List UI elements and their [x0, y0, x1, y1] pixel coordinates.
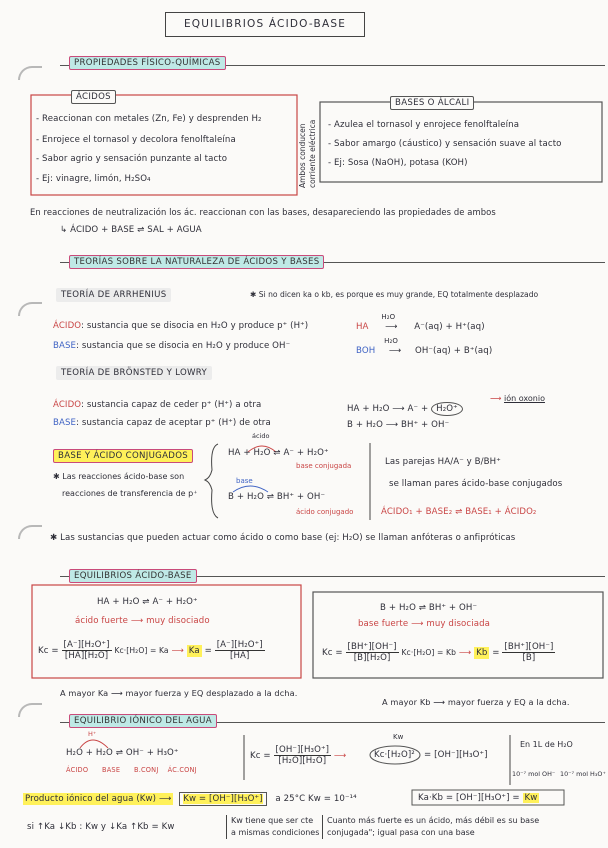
neutralization-equation: ↳ ÁCIDO + BASE ⇌ SAL + AGUA	[60, 225, 202, 235]
mol-oh: 10⁻⁷ mol OH⁻	[512, 770, 556, 778]
acid-property-2: - Enrojece el tornasol y decolora fenolftaleína	[36, 135, 236, 145]
ka-highlight: Ka	[188, 646, 200, 656]
acid-conclusion: A mayor Ka ⟶ mayor fuerza y EQ desplazado a la dcha.	[60, 688, 298, 698]
base-property-1: - Azulea el tornasol y enrojece fenolftaleína	[328, 120, 520, 130]
kakb-expression: Ka·Kb = [OH⁻][H₃O⁺] = Kw	[418, 793, 538, 803]
arrhenius-base-def: BASE: sustancia que se disocia en H₂O y produce OH⁻	[53, 341, 291, 351]
section-header-theories: TEORÍAS SOBRE LA NATURALEZA DE ÁCIDOS Y BASES	[69, 255, 324, 269]
bases-label: BASES O ÁLCALI	[390, 96, 474, 110]
ka-kb-relation: si ↑Ka ↓Kb : Kw y ↓Ka ↑Kb = Kw	[27, 822, 175, 832]
base-property-3: - Ej: Sosa (NaOH), potasa (KOH)	[328, 158, 468, 168]
conjugates-note-1: ✱ Las reacciones ácido-base son	[53, 472, 185, 481]
acid-strong-line: ácido fuerte ⟶ muy disociado	[75, 616, 210, 626]
base-equilibrium-equation: B + H₂O ⇌ BH⁺ + OH⁻	[380, 603, 478, 613]
conjugate-pairs-2: se llaman pares ácido-base conjugados	[389, 479, 563, 489]
kb-highlight: Kb	[476, 648, 488, 658]
section-header-water: EQUILIBRIO IÓNICO DEL AGUA	[69, 714, 217, 728]
neutralization-text: En reacciones de neutralización los ác. reaccionan con las bases, desapareciendo las propiedades de ambos	[30, 207, 496, 217]
acid-property-3: - Sabor agrio y sensación punzante al tacto	[36, 154, 228, 164]
conjugates-note-2: reacciones de transferencia de p⁺	[62, 489, 198, 498]
acid-property-4: - Ej: vinagre, limón, H₂SO₄	[36, 174, 151, 184]
bronsted-base-equation: B + H₂O ⟶ BH⁺ + OH⁻	[347, 420, 450, 430]
section-header-properties: PROPIEDADES FÍSICO-QUÍMICAS	[69, 56, 226, 70]
acids-label: ÁCIDOS	[71, 90, 116, 104]
acid-kc-expression: Kc = $\frac{\text{[A⁻][H₂O⁺]}}{\text{[HA][H₂O]}}$ Kc·[H₂O] = Ka ⟶ Ka = $\frac{\text{[A⁻][H₂O⁺]}}{[HA]}$	[38, 640, 263, 661]
base-strong-line: base fuerte ⟶ muy disociada	[358, 619, 491, 629]
arrhenius-acid-equation: HA H₂O ⟶ A⁻(aq) + H⁺(aq)	[356, 313, 485, 332]
arrhenius-acid-def: ÁCIDO: sustancia que se disocia en H₂O y produce p⁺ (H⁺)	[53, 321, 309, 331]
water-1l-note: En 1L de H₂O	[520, 740, 573, 749]
base-conclusion: A mayor Kb ⟶ mayor fuerza y EQ a la dcha.	[382, 697, 570, 707]
amphoteric-note: ✱ Las sustancias que pueden actuar como ácido o como base (ej: H₂O) se llaman anfóteras o anfipróticas	[50, 533, 516, 543]
hydronium-ion: H₂O⁺	[431, 402, 463, 416]
acid-conjugate-label: ácido conjugado	[296, 508, 354, 516]
conjugate-pairs-3: ÁCIDO₁ + BASE₂ ⇌ BASE₁ + ÁCIDO₂	[381, 507, 537, 517]
acid-equilibrium-equation: HA + H₂O ⇌ A⁻ + H₂O⁺	[97, 597, 198, 607]
kw-expression: Kc·[H₂O]²	[374, 750, 415, 760]
section-header-equilibria: EQUILIBRIOS ÁCIDO-BASE	[69, 569, 197, 583]
strength-note: Cuanto más fuerte es un ácido, más débil es su base conjugada"; igual pasa con una base	[322, 815, 539, 839]
bronsted-acid-def: ÁCIDO: sustancia capaz de ceder p⁺ (H⁺) a otra	[53, 400, 262, 410]
mol-h3o: 10⁻⁷ mol H₃O⁺	[560, 770, 606, 778]
base-conjugate-label: base conjugada	[296, 462, 352, 470]
bronsted-base-def: BASE: sustancia capaz de aceptar p⁺ (H⁺) de otra	[53, 418, 271, 428]
arrhenius-base-equation: BOH H₂O ⟶ OH⁻(aq) + B⁺(aq)	[356, 337, 493, 356]
kw-top-label: Kw	[393, 733, 404, 741]
kw-right: = [OH⁻][H₃O⁺]	[424, 750, 488, 760]
acid-property-1: - Reaccionan con metales (Zn, Fe) y desprenden H₂	[36, 114, 262, 124]
ionic-product-line: Producto iónico del agua (Kw) ⟶ Kw = [OH⁻][H₃O⁺] a 25°C Kw = 10⁻¹⁴	[25, 794, 357, 804]
water-species-labels: ÁCIDO BASE B.CONJ ÁC.CONJ	[66, 766, 197, 774]
arrhenius-label: TEORÍA DE ARRHENIUS	[56, 288, 171, 302]
conjugate-pairs-1: Las parejas HA/A⁻ y B/BH⁺	[385, 457, 501, 467]
water-kc-expression: Kc = $\frac{\text{[OH⁻][H₃O⁺]}}{\text{[H₂O][H₂O]}}$ ⟶	[250, 745, 347, 766]
bronsted-label: TEORÍA DE BRÖNSTED Y LOWRY	[56, 366, 212, 380]
conjugate-equation-acid: HA + H₂O ⇌ A⁻ + H₂O⁺	[228, 448, 329, 458]
base-property-2: - Sabor amargo (cáustico) y sensación suave al tacto	[328, 139, 562, 149]
conjugate-equation-base: B + H₂O ⇌ BH⁺ + OH⁻	[228, 492, 326, 502]
acid-small-label: ácido	[252, 432, 270, 440]
water-equation: H₂O + H₂O ⇌ OH⁻ + H₃O⁺	[66, 748, 179, 758]
base-small-label: base	[236, 477, 253, 485]
h-plus-label: H⁺	[88, 730, 97, 738]
oxonium-label: ⟶ ión oxonio	[490, 394, 545, 403]
conjugates-label: BASE Y ÁCIDO CONJUGADOS	[53, 449, 193, 463]
both-conduct-note: Ambos conducen corriente eléctrica	[298, 119, 317, 188]
bronsted-acid-equation: HA + H₂O ⟶ A⁻ + H₂O⁺	[347, 402, 463, 416]
base-kc-expression: Kc = $\frac{[BH^+][OH^-]}{\text{[B][H₂O]}}$ Kc·[H₂O] = Kb ⟶ Kb = $\frac{[BH^+][OH^-]}{[B]}$	[322, 642, 554, 663]
kw-box: Kw = [OH⁻][H₃O⁺]	[179, 792, 266, 806]
page-title: EQUILIBRIOS ÁCIDO-BASE	[165, 12, 365, 37]
arrhenius-note: ✱ Si no dicen ka o kb, es porque es muy grande, EQ totalmente desplazado	[250, 290, 539, 299]
kw-constant-note: Kw tiene que ser cte a mismas condiciones	[226, 815, 319, 839]
